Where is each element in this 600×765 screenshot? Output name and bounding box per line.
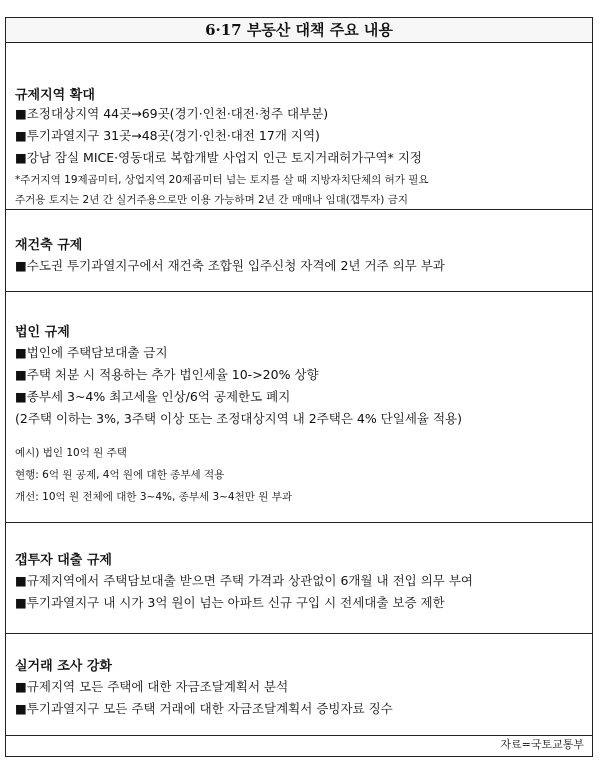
list-item: (2주택 이하는 3%, 3주택 이상 또는 조정대상지역 내 2주택은 4% 단일세율 적용) — [15, 411, 462, 426]
section-heading: 갭투자 대출 규제 — [15, 553, 112, 568]
note-line: *주거지역 19제곱미터, 상업지역 20제곱미터 넘는 토지를 살 때 지방자치단체의 허가 필요 — [15, 174, 429, 186]
section-transaction-inspection — [6, 634, 592, 736]
list-item: ■투기과열지구 31곳→48곳(경기·인천·대전 17개 지역) — [15, 128, 320, 143]
section-heading: 실거래 조사 강화 — [15, 659, 112, 674]
table-title: 6·17 부동산 대책 주요 내용 — [6, 18, 592, 43]
note-line: 개선: 10억 원 전체에 대한 3~4%, 종부세 3~4천만 원 부과 — [15, 491, 292, 503]
note-line: 예시) 법인 10억 원 주택 — [15, 447, 127, 459]
list-item: ■규제지역 모든 주택에 대한 자금조달계획서 분석 — [15, 679, 289, 694]
list-item: ■규제지역에서 주택담보대출 받으면 주택 가격과 상관없이 6개월 내 전입 의무 부여 — [15, 573, 473, 588]
list-item: ■강남 잠실 MICE·영동대로 복합개발 사업지 인근 토지거래허가구역* 지정 — [15, 150, 422, 165]
note-line: 현행: 6억 원 공제, 4억 원에 대한 종부세 적용 — [15, 469, 225, 481]
list-item: ■종부세 3~4% 최고세율 인상/6억 공제한도 폐지 — [15, 389, 291, 404]
note-line: 주거용 토지는 2년 간 실거주용으로만 이용 가능하며 2년 간 매매나 임대(갭투자) 금지 — [15, 194, 408, 206]
section-regulated-areas — [6, 42, 592, 210]
section-reconstruction — [6, 210, 592, 292]
section-corporate — [6, 292, 592, 523]
section-heading: 법인 규제 — [15, 325, 70, 340]
list-item: ■수도권 투기과열지구에서 재건축 조합원 입주신청 자격에 2년 거주 의무 부과 — [15, 258, 445, 273]
section-heading: 규제지역 확대 — [15, 88, 95, 103]
section-heading: 재건축 규제 — [15, 238, 83, 253]
list-item: ■법인에 주택담보대출 금지 — [15, 345, 168, 360]
policy-table — [5, 17, 593, 757]
source-credit: 자료=국토교통부 — [500, 738, 584, 751]
list-item: ■주택 처분 시 적용하는 추가 법인세율 10->20% 상향 — [15, 367, 319, 382]
list-item: ■조정대상지역 44곳→69곳(경기·인천·대전·청주 대부분) — [15, 106, 329, 121]
list-item: ■투기과열지구 모든 주택 거래에 대한 자금조달계획서 증빙자료 징수 — [15, 701, 393, 716]
section-gap-investment — [6, 523, 592, 634]
list-item: ■투기과열지구 내 시가 3억 원이 넘는 아파트 신규 구입 시 전세대출 보증 제한 — [15, 595, 445, 610]
